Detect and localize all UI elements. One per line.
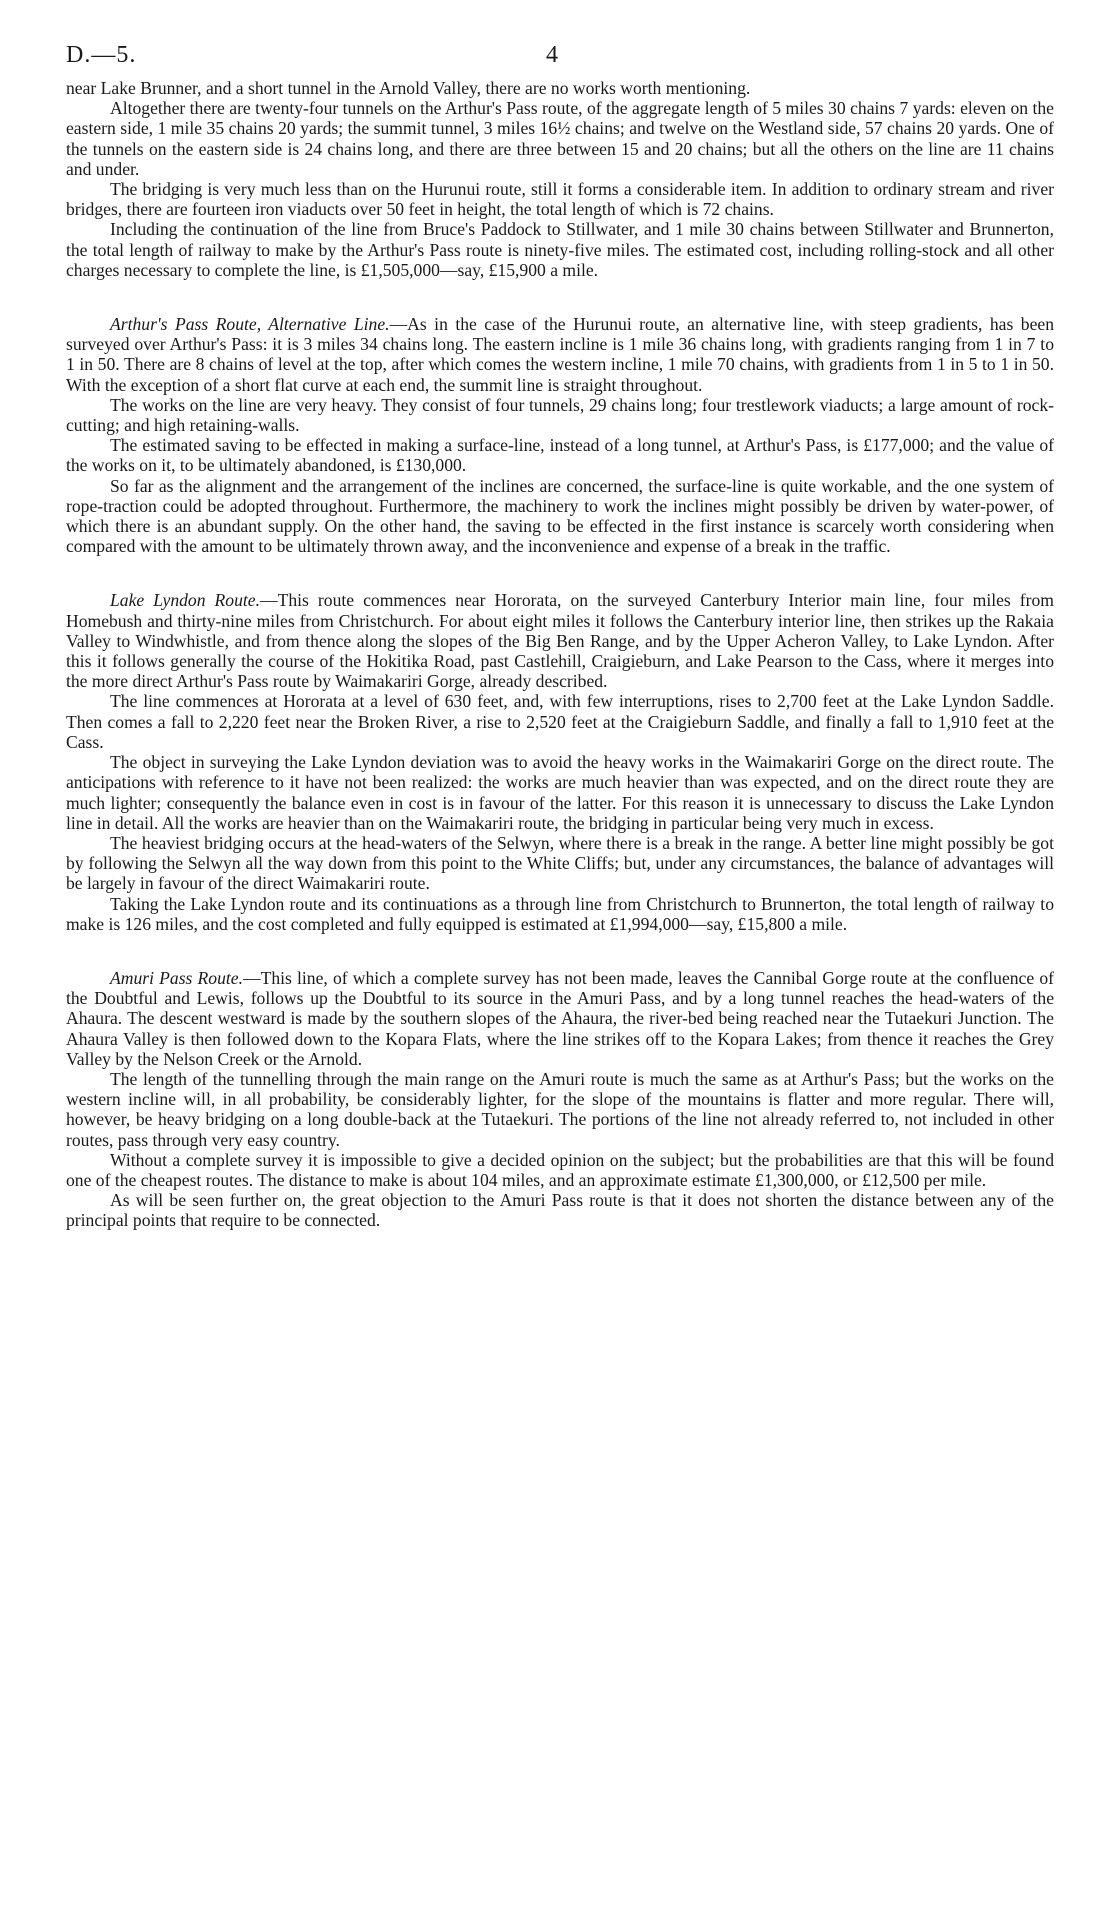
section-heading: Lake Lyndon Route. — [110, 590, 260, 611]
paragraph: The works on the line are very heavy. They consist of four tunnels, 29 chains long; four trestlework viaducts; a large amount of rock-cutting; and high retaining-walls. — [66, 394, 1054, 436]
paragraph: The length of the tunnelling through the main range on the Amuri route is much the same as at Arthur's Pass; but the works on the western incline will, in all probability, be considerably lighter, for the slope of the mountains is flatter and more regular. There will, however, be heavy bridging on a long double-back at the Tutaekuri. The portions of the line not already referred to, not included in other routes, pass through very easy country. — [66, 1068, 1054, 1150]
section-heading: Amuri Pass Route. — [110, 967, 243, 988]
paragraph: near Lake Brunner, and a short tunnel in the Arnold Valley, there are no works worth mentioning. — [66, 78, 751, 98]
paragraph: Taking the Lake Lyndon route and its continuations as a through line from Christchurch to Brunnerton, the total length of railway to make is 126 miles, and the cost completed and fully equipped is estimated at £1,994,000—say, £15,800 a mile. — [66, 893, 1054, 934]
page-number: 4 — [546, 42, 558, 68]
paragraph: So far as the alignment and the arrangement of the inclines are concerned, the surface-line is quite workable, and the one system of rope-traction could be adopted throughout. Furthermore, the machinery to work the inclines might possibly be driven by water-power, of which there is an abundant supply. On the other hand, the saving to be effected in the first instance is scarcely worth considering when compared with the amount to be ultimately thrown away, and the inconvenience and expense of a break in the traffic. — [66, 475, 1054, 557]
section-paragraph-amuri-pass: Amuri Pass Route.—This line, of which a complete survey has not been made, leaves the Cannibal Gorge route at the confluence of the Doubtful and Lewis, follows up the Doubtful to its source in the Amuri Pass, and by a long tunnel reaches the head-waters of the Ahaura. The descent westward is made by the southern slopes of the Ahaura, the river-bed being reached near the Tutaekuri Junction. The Ahaura Valley is then followed down to the Kopara Flats, where the line strikes off to the Kopara Lakes; from thence it reaches the Grey Valley by the Nelson Creek or the Arnold. — [66, 967, 1054, 1069]
paragraph: The estimated saving to be effected in making a surface-line, instead of a long tunnel, at Arthur's Pass, is £177,000; and the value of the works on it, to be ultimately abandoned, is £130,000. — [66, 435, 1054, 476]
paragraph: Without a complete survey it is impossible to give a decided opinion on the subject; but the probabilities are that this will be found one of the cheapest routes. The distance to make is about 104 miles, and an approximate estimate £1,300,000, or £12,500 per mile. — [66, 1149, 1054, 1190]
document-reference: D.—5. — [66, 42, 137, 68]
document-page — [66, 38, 1054, 1231]
paragraph: As will be seen further on, the great objection to the Amuri Pass route is that it does not shorten the distance between any of the principal points that require to be connected. — [66, 1190, 1054, 1231]
section-paragraph-arthurs-pass-alternative: Arthur's Pass Route, Alternative Line.—As in the case of the Hurunui route, an alternative line, with steep gradients, has been surveyed over Arthur's Pass: it is 3 miles 34 chains long. The eastern incline is 1 mile 36 chains long, with gradients ranging from 1 in 7 to 1 in 50. There are 8 chains of level at the top, after which comes the western incline, 1 mile 70 chains, with gradients from 1 in 5 to 1 in 50. With the exception of a short flat curve at each end, the summit line is straight throughout. — [66, 314, 1055, 395]
page-header — [66, 38, 1054, 78]
paragraph: The bridging is very much less than on the Hurunui route, still it forms a considerable item. In addition to ordinary stream and river bridges, there are fourteen iron viaducts over 50 feet in height, the total length of which is 72 chains. — [66, 179, 1054, 220]
section-paragraph-lake-lyndon: Lake Lyndon Route.—This route commences near Hororata, on the surveyed Canterbury Interior main line, four miles from Homebush and thirty-nine miles from Christchurch. For about eight miles it follows the Canterbury interior line, then strikes up the Rakaia Valley to Windwhistle, and from thence along the slopes of the Big Ben Range, and by the Upper Acheron Valley, to Lake Lyndon. After this it follows generally the course of the Hokitika Road, past Castlehill, Craigieburn, and Lake Pearson to the Cass, where it merges into the more direct Arthur's Pass route by Waimakariri Gorge, already described. — [66, 590, 1054, 692]
body-text — [66, 78, 1054, 1231]
paragraph: Including the continuation of the line from Bruce's Paddock to Stillwater, and 1 mile 30 chains between Stillwater and Brunnerton, the total length of railway to make by the Arthur's Pass route is ninety-five miles. The estimated cost, including rolling-stock and all other charges necessary to complete the line, is £1,505,000—say, £15,900 a mile. — [66, 219, 1054, 280]
paragraph: The object in surveying the Lake Lyndon deviation was to avoid the heavy works in the Waimakariri Gorge on the direct route. The anticipations with reference to it have not been realized: the works are much heavier than was expected, and on the direct route they are much lighter; consequently the balance even in cost is in favour of the latter. For this reason it is unnecessary to discuss the Lake Lyndon line in detail. All the works are heavier than on the Waimakariri route, the bridging in particular being very much in excess. — [66, 752, 1054, 833]
paragraph: The line commences at Hororata at a level of 630 feet, and, with few interruptions, rises to 2,700 feet at the Lake Lyndon Saddle. Then comes a fall to 2,220 feet near the Broken River, a rise to 2,520 feet at the Craigieburn Saddle, and finally a fall to 1,910 feet at the Cass. — [66, 691, 1054, 752]
paragraph: The heaviest bridging occurs at the head-waters of the Selwyn, where there is a break in the range. A better line might possibly be got by following the Selwyn all the way down from this point to the White Cliffs; but, under any circumstances, the balance of advantages will be largely in favour of the direct Waimakariri route. — [66, 832, 1054, 894]
section-heading: Arthur's Pass Route, Alternative Line. — [110, 314, 390, 335]
paragraph: Altogether there are twenty-four tunnels on the Arthur's Pass route, of the aggregate length of 5 miles 30 chains 7 yards: eleven on the eastern side, 1 mile 35 chains 20 yards; the summit tunnel, 3 miles 16½ chains; and twelve on the Westland side, 57 chains 20 yards. One of the tunnels on the eastern side is 24 chains long, and there are three between 15 and 20 chains; but all the others on the line are 11 chains and under. — [66, 98, 1054, 179]
